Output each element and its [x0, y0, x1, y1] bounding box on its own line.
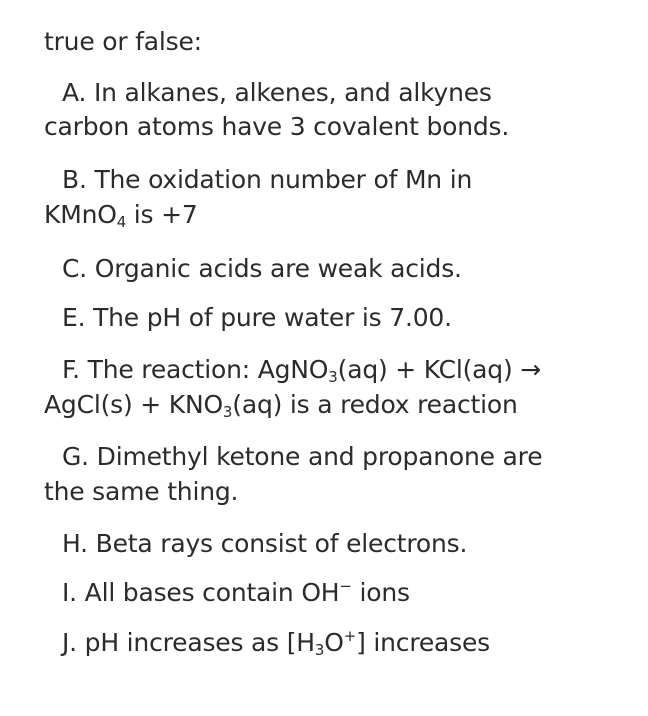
item-f-reactants-tail: (aq) + KCl(aq) → [337, 355, 541, 384]
superscript-plus: + [343, 627, 357, 645]
item-j-o: O [324, 628, 344, 657]
item-j-tail: ] increases [356, 628, 490, 657]
item-f-head: F. The reaction: AgNO [62, 355, 329, 384]
subscript-3: 3 [222, 403, 233, 421]
item-i-tail: ions [351, 578, 410, 607]
item-b-tail: is +7 [126, 200, 198, 229]
item-e: E. The pH of pure water is 7.00. [62, 303, 452, 332]
subscript-4: 4 [116, 213, 127, 231]
item-j [62, 628, 490, 658]
item-g-line-1: G. Dimethyl ketone and propanone are [62, 442, 543, 471]
formula-kmno: KMnO [44, 200, 117, 229]
item-a-line-1: A. In alkanes, alkenes, and alkynes [62, 78, 492, 107]
item-f-tail: (aq) is a redox reaction [232, 390, 518, 419]
item-b-line-1: B. The oxidation number of Mn in [62, 165, 473, 194]
item-a-line-2: carbon atoms have 3 covalent bonds. [44, 112, 510, 141]
item-g-line-2: the same thing. [44, 477, 239, 506]
item-f-line-1 [62, 355, 541, 385]
item-f-products: AgCl(s) + KNO [44, 390, 223, 419]
item-j-head: J. pH increases as [H [62, 628, 315, 657]
item-i-head: I. All bases contain OH [62, 578, 340, 607]
item-f-line-2 [44, 390, 518, 420]
item-c: C. Organic acids are weak acids. [62, 254, 462, 283]
heading: true or false: [44, 27, 202, 56]
subscript-3: 3 [328, 368, 338, 386]
item-i [62, 578, 410, 608]
item-h: H. Beta rays consist of electrons. [62, 529, 468, 558]
superscript-minus: − [339, 577, 352, 595]
item-b-line-2 [44, 200, 198, 230]
subscript-3: 3 [314, 641, 325, 659]
